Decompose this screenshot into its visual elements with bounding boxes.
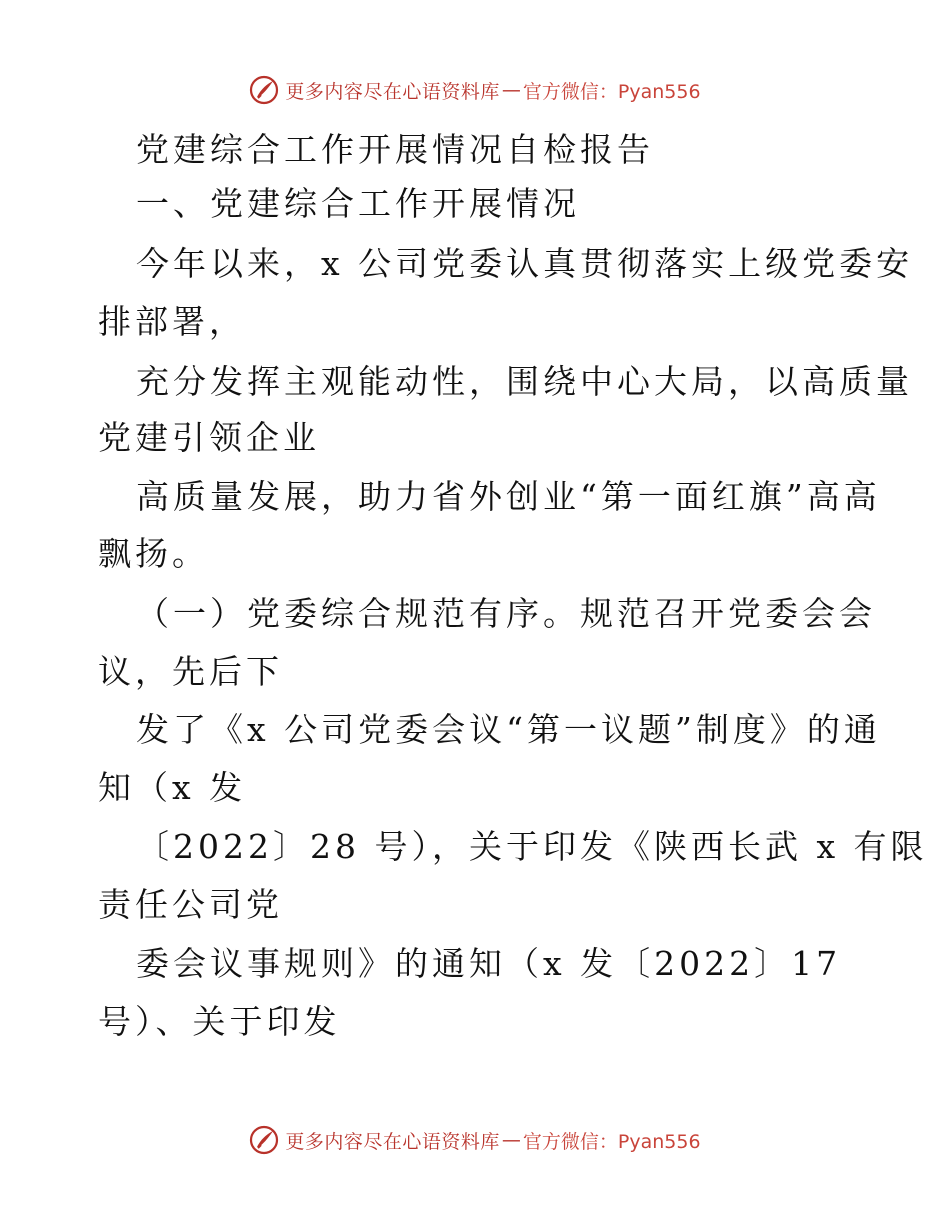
watermark-separator: — [501,79,521,101]
quill-pen-logo-icon [249,75,279,105]
watermark-text: 更多内容尽在心语资料库 [285,1130,500,1153]
paragraph-line: 责任公司党 [98,885,283,924]
watermark-separator: — [501,1129,521,1151]
watermark-text: 更多内容尽在心语资料库 [285,80,500,103]
paragraph-line: 知（x 发 [98,768,247,807]
paragraph-line: 充分发挥主观能动性，围绕中心大局，以高质量 [136,362,913,401]
paragraph-line: 委会议事规则》的通知（x 发〔2022〕17 [136,944,842,983]
document-title: 党建综合工作开展情况自检报告 [136,130,654,169]
paragraph-line: 〔2022〕28 号），关于印发《陕西长武 x 有限 [136,827,928,866]
quill-pen-logo-icon [249,1125,279,1155]
paragraph-line: 高质量发展，助力省外创业“第一面红旗”高高 [136,477,881,516]
watermark-contact: 官方微信：Pyan556 [522,80,701,103]
watermark-header [0,72,950,108]
paragraph-line: 党建引领企业 [98,418,320,457]
paragraph-line: （一）党委综合规范有序。规范召开党委会会 [136,594,876,633]
paragraph-line: 发了《x 公司党委会议“第一议题”制度》的通 [136,710,881,749]
paragraph-line: 飘扬。 [98,534,209,573]
paragraph-line: 议，先后下 [98,652,283,691]
paragraph-line: 今年以来，x 公司党委认真贯彻落实上级党委安 [136,244,914,283]
watermark-footer [0,1122,950,1158]
section-heading: 一、党建综合工作开展情况 [136,184,580,223]
watermark-contact: 官方微信：Pyan556 [522,1130,701,1153]
paragraph-line: 排部署， [98,302,246,341]
paragraph-line: 号）、关于印发 [98,1002,341,1041]
